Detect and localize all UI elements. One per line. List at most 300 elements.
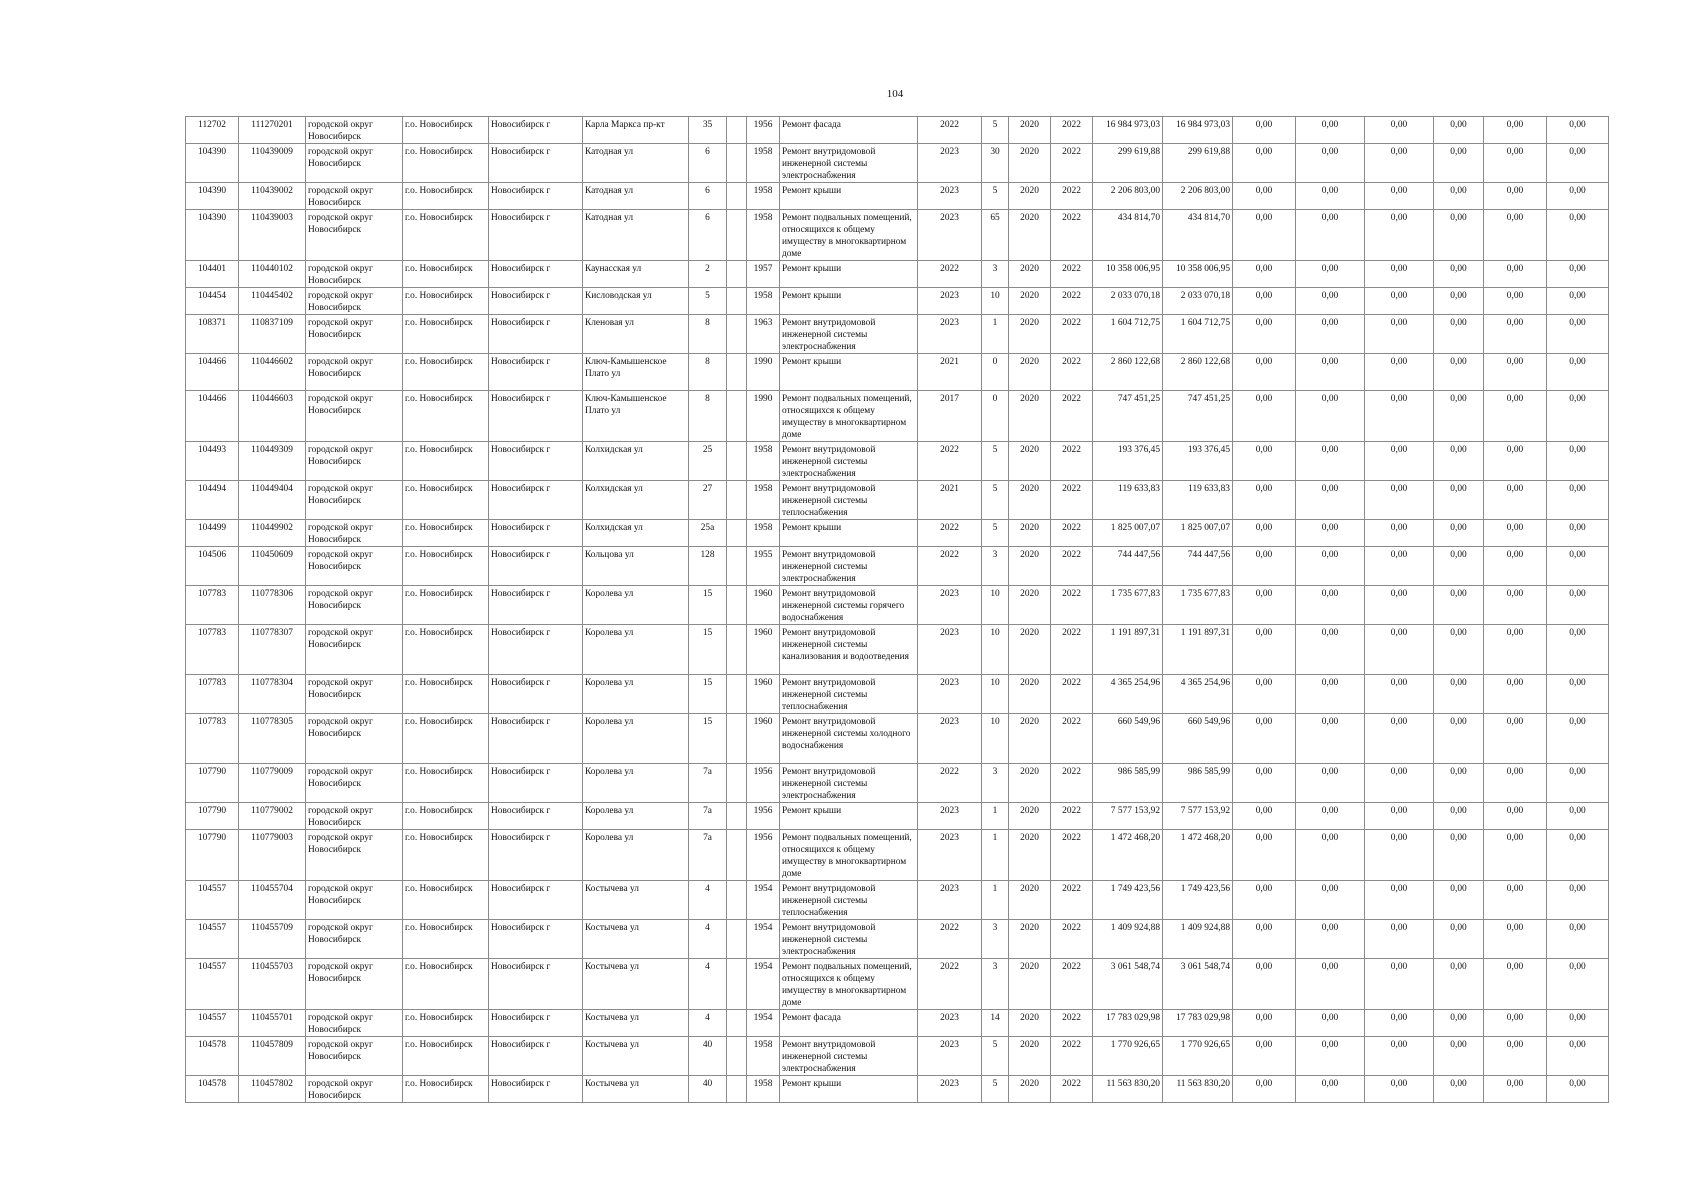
cell-plan-end: 2022 [1051,920,1093,959]
cell-cost-3: 0,00 [1365,1076,1434,1103]
cell-city: Новосибирск г [489,675,583,714]
cell-house-number: 8 [689,354,727,391]
table-row [186,714,1609,764]
cell-cost-5: 0,00 [1484,183,1547,210]
cell-cost-6: 0,00 [1547,803,1609,830]
cell-house-number: 2 [689,261,727,288]
cell-house-id: 107790 [186,803,239,830]
cell-record-id: 110455703 [239,959,306,1010]
cell-cost-5: 0,00 [1484,803,1547,830]
cell-cost-1: 0,00 [1233,210,1296,261]
cell-cost-4: 0,00 [1434,714,1484,764]
cell-city: Новосибирск г [489,520,583,547]
cell-plan-start: 2020 [1009,1076,1051,1103]
cell-building [727,586,747,625]
cell-cost-5: 0,00 [1484,675,1547,714]
cell-house-id: 107790 [186,764,239,803]
cell-year-built: 1960 [747,714,780,764]
cell-cost-4: 0,00 [1434,803,1484,830]
cell-work-type: Ремонт внутридомовой инженерной системы электроснабжения [780,920,918,959]
cell-district: г.о. Новосибирск [403,520,489,547]
cell-plan-start: 2020 [1009,315,1051,354]
cell-total-cost: 660 549,96 [1093,714,1163,764]
cell-completion-year: 2017 [918,391,982,442]
cell-plan-start: 2020 [1009,261,1051,288]
cell-total-cost: 10 358 006,95 [1093,261,1163,288]
cell-cost-regional: 744 447,56 [1163,547,1233,586]
cell-cost-3: 0,00 [1365,117,1434,144]
data-table [185,116,1609,1103]
cell-house-id: 104557 [186,1010,239,1037]
cell-city: Новосибирск г [489,1010,583,1037]
cell-cost-2: 0,00 [1296,675,1365,714]
cell-record-id: 110445402 [239,288,306,315]
cell-house-id: 104466 [186,354,239,391]
cell-cost-4: 0,00 [1434,288,1484,315]
cell-completion-year: 2021 [918,354,982,391]
cell-plan-start: 2020 [1009,144,1051,183]
cell-cost-1: 0,00 [1233,288,1296,315]
cell-district: г.о. Новосибирск [403,625,489,675]
cell-city: Новосибирск г [489,288,583,315]
cell-total-cost: 193 376,45 [1093,442,1163,481]
cell-wear-percent: 1 [982,830,1009,881]
cell-cost-4: 0,00 [1434,625,1484,675]
cell-completion-year: 2023 [918,1010,982,1037]
cell-city: Новосибирск г [489,481,583,520]
table-row [186,315,1609,354]
cell-wear-percent: 1 [982,315,1009,354]
cell-plan-end: 2022 [1051,481,1093,520]
cell-house-number: 35 [689,117,727,144]
cell-cost-5: 0,00 [1484,442,1547,481]
cell-cost-1: 0,00 [1233,803,1296,830]
cell-city: Новосибирск г [489,391,583,442]
cell-cost-6: 0,00 [1547,144,1609,183]
cell-house-number: 4 [689,1010,727,1037]
cell-year-built: 1957 [747,261,780,288]
cell-wear-percent: 10 [982,586,1009,625]
cell-cost-regional: 193 376,45 [1163,442,1233,481]
table-row [186,288,1609,315]
cell-cost-3: 0,00 [1365,675,1434,714]
cell-municipality: городской округ Новосибирск [306,210,403,261]
cell-house-number: 25а [689,520,727,547]
cell-cost-2: 0,00 [1296,481,1365,520]
cell-city: Новосибирск г [489,959,583,1010]
cell-wear-percent: 3 [982,959,1009,1010]
cell-house-id: 104506 [186,547,239,586]
cell-cost-5: 0,00 [1484,764,1547,803]
cell-cost-2: 0,00 [1296,117,1365,144]
cell-total-cost: 119 633,83 [1093,481,1163,520]
cell-plan-start: 2020 [1009,675,1051,714]
cell-house-number: 15 [689,625,727,675]
cell-work-type: Ремонт крыши [780,183,918,210]
cell-cost-6: 0,00 [1547,1010,1609,1037]
cell-cost-regional: 1 735 677,83 [1163,586,1233,625]
cell-cost-1: 0,00 [1233,675,1296,714]
cell-cost-5: 0,00 [1484,288,1547,315]
cell-wear-percent: 1 [982,803,1009,830]
cell-cost-2: 0,00 [1296,210,1365,261]
cell-municipality: городской округ Новосибирск [306,625,403,675]
cell-cost-5: 0,00 [1484,1010,1547,1037]
cell-plan-end: 2022 [1051,714,1093,764]
page-number: 104 [886,88,904,100]
cell-city: Новосибирск г [489,315,583,354]
cell-cost-2: 0,00 [1296,547,1365,586]
table-row [186,117,1609,144]
cell-work-type: Ремонт крыши [780,288,918,315]
cell-municipality: городской округ Новосибирск [306,547,403,586]
cell-plan-start: 2020 [1009,1010,1051,1037]
cell-plan-start: 2020 [1009,830,1051,881]
cell-cost-regional: 1 604 712,75 [1163,315,1233,354]
cell-wear-percent: 0 [982,354,1009,391]
cell-cost-1: 0,00 [1233,520,1296,547]
cell-year-built: 1956 [747,764,780,803]
cell-cost-2: 0,00 [1296,315,1365,354]
cell-completion-year: 2022 [918,764,982,803]
cell-building [727,1076,747,1103]
cell-cost-5: 0,00 [1484,881,1547,920]
cell-street: Колхидская ул [583,442,689,481]
cell-house-id: 104390 [186,183,239,210]
cell-municipality: городской округ Новосибирск [306,714,403,764]
table-row [186,1010,1609,1037]
cell-cost-5: 0,00 [1484,625,1547,675]
cell-cost-regional: 1 825 007,07 [1163,520,1233,547]
cell-completion-year: 2022 [918,959,982,1010]
cell-record-id: 110457802 [239,1076,306,1103]
cell-building [727,881,747,920]
cell-plan-end: 2022 [1051,117,1093,144]
cell-cost-5: 0,00 [1484,261,1547,288]
cell-house-id: 104557 [186,959,239,1010]
cell-cost-1: 0,00 [1233,117,1296,144]
cell-cost-1: 0,00 [1233,714,1296,764]
cell-cost-3: 0,00 [1365,520,1434,547]
cell-work-type: Ремонт крыши [780,520,918,547]
cell-cost-3: 0,00 [1365,288,1434,315]
cell-cost-6: 0,00 [1547,520,1609,547]
cell-cost-regional: 747 451,25 [1163,391,1233,442]
cell-cost-2: 0,00 [1296,261,1365,288]
cell-year-built: 1958 [747,288,780,315]
cell-plan-end: 2022 [1051,315,1093,354]
cell-cost-regional: 16 984 973,03 [1163,117,1233,144]
cell-cost-6: 0,00 [1547,764,1609,803]
cell-building [727,547,747,586]
cell-wear-percent: 5 [982,520,1009,547]
cell-record-id: 110449309 [239,442,306,481]
cell-house-number: 6 [689,183,727,210]
cell-municipality: городской округ Новосибирск [306,391,403,442]
cell-work-type: Ремонт подвальных помещений, относящихся к общему имуществу в многоквартирном доме [780,210,918,261]
cell-building [727,261,747,288]
cell-building [727,920,747,959]
cell-plan-end: 2022 [1051,183,1093,210]
cell-cost-2: 0,00 [1296,881,1365,920]
cell-cost-6: 0,00 [1547,117,1609,144]
cell-cost-4: 0,00 [1434,675,1484,714]
table-row [186,959,1609,1010]
cell-wear-percent: 3 [982,764,1009,803]
cell-cost-5: 0,00 [1484,391,1547,442]
cell-cost-6: 0,00 [1547,675,1609,714]
cell-cost-6: 0,00 [1547,881,1609,920]
cell-municipality: городской округ Новосибирск [306,117,403,144]
cell-cost-1: 0,00 [1233,959,1296,1010]
cell-cost-2: 0,00 [1296,1010,1365,1037]
cell-plan-start: 2020 [1009,520,1051,547]
table-row [186,764,1609,803]
cell-municipality: городской округ Новосибирск [306,881,403,920]
cell-year-built: 1955 [747,547,780,586]
cell-district: г.о. Новосибирск [403,586,489,625]
cell-year-built: 1956 [747,117,780,144]
cell-year-built: 1956 [747,803,780,830]
cell-plan-end: 2022 [1051,210,1093,261]
cell-district: г.о. Новосибирск [403,675,489,714]
cell-cost-5: 0,00 [1484,959,1547,1010]
cell-building [727,803,747,830]
cell-plan-start: 2020 [1009,764,1051,803]
cell-district: г.о. Новосибирск [403,714,489,764]
cell-house-number: 15 [689,714,727,764]
cell-building [727,354,747,391]
cell-year-built: 1958 [747,183,780,210]
cell-house-id: 107783 [186,714,239,764]
cell-cost-4: 0,00 [1434,547,1484,586]
cell-work-type: Ремонт внутридомовой инженерной системы теплоснабжения [780,881,918,920]
cell-plan-start: 2020 [1009,354,1051,391]
cell-record-id: 110778306 [239,586,306,625]
cell-house-number: 6 [689,210,727,261]
cell-total-cost: 434 814,70 [1093,210,1163,261]
cell-cost-1: 0,00 [1233,261,1296,288]
cell-house-id: 108371 [186,315,239,354]
cell-municipality: городской округ Новосибирск [306,830,403,881]
cell-cost-4: 0,00 [1434,183,1484,210]
cell-cost-4: 0,00 [1434,315,1484,354]
cell-city: Новосибирск г [489,1076,583,1103]
cell-cost-regional: 660 549,96 [1163,714,1233,764]
cell-cost-6: 0,00 [1547,288,1609,315]
cell-record-id: 110455709 [239,920,306,959]
cell-municipality: городской округ Новосибирск [306,442,403,481]
cell-house-number: 15 [689,586,727,625]
cell-completion-year: 2022 [918,261,982,288]
cell-plan-end: 2022 [1051,959,1093,1010]
cell-record-id: 111270201 [239,117,306,144]
cell-street: Костычева ул [583,1076,689,1103]
cell-completion-year: 2022 [918,442,982,481]
cell-cost-4: 0,00 [1434,959,1484,1010]
cell-house-id: 104578 [186,1076,239,1103]
cell-cost-1: 0,00 [1233,1076,1296,1103]
cell-plan-end: 2022 [1051,675,1093,714]
cell-record-id: 110449404 [239,481,306,520]
cell-completion-year: 2023 [918,1076,982,1103]
cell-house-id: 107783 [186,625,239,675]
cell-total-cost: 16 984 973,03 [1093,117,1163,144]
table-row [186,481,1609,520]
cell-cost-1: 0,00 [1233,830,1296,881]
cell-cost-regional: 7 577 153,92 [1163,803,1233,830]
cell-wear-percent: 10 [982,675,1009,714]
cell-work-type: Ремонт внутридомовой инженерной системы электроснабжения [780,315,918,354]
cell-wear-percent: 30 [982,144,1009,183]
cell-cost-4: 0,00 [1434,830,1484,881]
cell-plan-start: 2020 [1009,288,1051,315]
cell-record-id: 110779003 [239,830,306,881]
cell-plan-start: 2020 [1009,183,1051,210]
cell-record-id: 110446602 [239,354,306,391]
cell-cost-4: 0,00 [1434,442,1484,481]
cell-district: г.о. Новосибирск [403,1010,489,1037]
cell-completion-year: 2023 [918,210,982,261]
table-row [186,354,1609,391]
cell-municipality: городской округ Новосибирск [306,261,403,288]
cell-cost-4: 0,00 [1434,920,1484,959]
cell-total-cost: 3 061 548,74 [1093,959,1163,1010]
cell-cost-regional: 1 191 897,31 [1163,625,1233,675]
cell-plan-end: 2022 [1051,803,1093,830]
cell-total-cost: 2 860 122,68 [1093,354,1163,391]
cell-district: г.о. Новосибирск [403,183,489,210]
table-row [186,261,1609,288]
cell-cost-4: 0,00 [1434,481,1484,520]
cell-cost-2: 0,00 [1296,520,1365,547]
cell-cost-regional: 11 563 830,20 [1163,1076,1233,1103]
cell-building [727,288,747,315]
cell-plan-start: 2020 [1009,714,1051,764]
cell-building [727,625,747,675]
cell-plan-end: 2022 [1051,442,1093,481]
cell-cost-6: 0,00 [1547,1037,1609,1076]
table-body [186,117,1609,1103]
cell-house-number: 15 [689,675,727,714]
cell-completion-year: 2023 [918,625,982,675]
cell-total-cost: 747 451,25 [1093,391,1163,442]
cell-work-type: Ремонт внутридомовой инженерной системы холодного водоснабжения [780,714,918,764]
cell-total-cost: 1 409 924,88 [1093,920,1163,959]
cell-district: г.о. Новосибирск [403,959,489,1010]
cell-city: Новосибирск г [489,625,583,675]
cell-building [727,315,747,354]
cell-city: Новосибирск г [489,117,583,144]
cell-cost-2: 0,00 [1296,354,1365,391]
cell-street: Ключ-Камышенское Плато ул [583,391,689,442]
cell-total-cost: 986 585,99 [1093,764,1163,803]
cell-municipality: городской округ Новосибирск [306,520,403,547]
cell-cost-1: 0,00 [1233,547,1296,586]
cell-city: Новосибирск г [489,442,583,481]
cell-work-type: Ремонт подвальных помещений, относящихся к общему имуществу в многоквартирном доме [780,391,918,442]
cell-plan-start: 2020 [1009,586,1051,625]
cell-cost-1: 0,00 [1233,1010,1296,1037]
cell-record-id: 110446603 [239,391,306,442]
cell-year-built: 1960 [747,675,780,714]
cell-city: Новосибирск г [489,210,583,261]
cell-record-id: 110450609 [239,547,306,586]
cell-cost-3: 0,00 [1365,1010,1434,1037]
cell-street: Колхидская ул [583,481,689,520]
table-row [186,210,1609,261]
table-row [186,1037,1609,1076]
cell-house-id: 107790 [186,830,239,881]
cell-record-id: 110439002 [239,183,306,210]
cell-wear-percent: 0 [982,391,1009,442]
cell-cost-5: 0,00 [1484,520,1547,547]
cell-district: г.о. Новосибирск [403,481,489,520]
cell-cost-4: 0,00 [1434,144,1484,183]
cell-record-id: 110779002 [239,803,306,830]
cell-cost-3: 0,00 [1365,881,1434,920]
cell-house-number: 128 [689,547,727,586]
cell-record-id: 110778304 [239,675,306,714]
cell-district: г.о. Новосибирск [403,881,489,920]
cell-cost-4: 0,00 [1434,210,1484,261]
cell-completion-year: 2022 [918,117,982,144]
cell-cost-3: 0,00 [1365,315,1434,354]
cell-cost-6: 0,00 [1547,714,1609,764]
cell-wear-percent: 5 [982,442,1009,481]
cell-house-id: 104390 [186,210,239,261]
cell-plan-start: 2020 [1009,625,1051,675]
cell-wear-percent: 10 [982,288,1009,315]
cell-cost-2: 0,00 [1296,764,1365,803]
cell-street: Катодная ул [583,144,689,183]
cell-total-cost: 11 563 830,20 [1093,1076,1163,1103]
cell-cost-3: 0,00 [1365,764,1434,803]
cell-year-built: 1958 [747,1037,780,1076]
cell-house-id: 104493 [186,442,239,481]
cell-city: Новосибирск г [489,920,583,959]
cell-cost-4: 0,00 [1434,1037,1484,1076]
cell-completion-year: 2023 [918,183,982,210]
cell-wear-percent: 3 [982,547,1009,586]
cell-cost-4: 0,00 [1434,1076,1484,1103]
cell-plan-end: 2022 [1051,144,1093,183]
cell-city: Новосибирск г [489,1037,583,1076]
cell-street: Колхидская ул [583,520,689,547]
cell-cost-2: 0,00 [1296,959,1365,1010]
cell-total-cost: 17 783 029,98 [1093,1010,1163,1037]
cell-house-number: 8 [689,391,727,442]
cell-cost-6: 0,00 [1547,547,1609,586]
cell-year-built: 1958 [747,520,780,547]
cell-building [727,391,747,442]
cell-plan-start: 2020 [1009,481,1051,520]
cell-record-id: 110779009 [239,764,306,803]
cell-cost-3: 0,00 [1365,1037,1434,1076]
cell-house-id: 107783 [186,586,239,625]
cell-cost-5: 0,00 [1484,354,1547,391]
table-row [186,391,1609,442]
cell-municipality: городской округ Новосибирск [306,1010,403,1037]
cell-cost-3: 0,00 [1365,959,1434,1010]
cell-wear-percent: 1 [982,881,1009,920]
cell-building [727,764,747,803]
cell-building [727,442,747,481]
cell-street: Королева ул [583,714,689,764]
cell-cost-4: 0,00 [1434,1010,1484,1037]
cell-street: Кленовая ул [583,315,689,354]
cell-plan-start: 2020 [1009,117,1051,144]
